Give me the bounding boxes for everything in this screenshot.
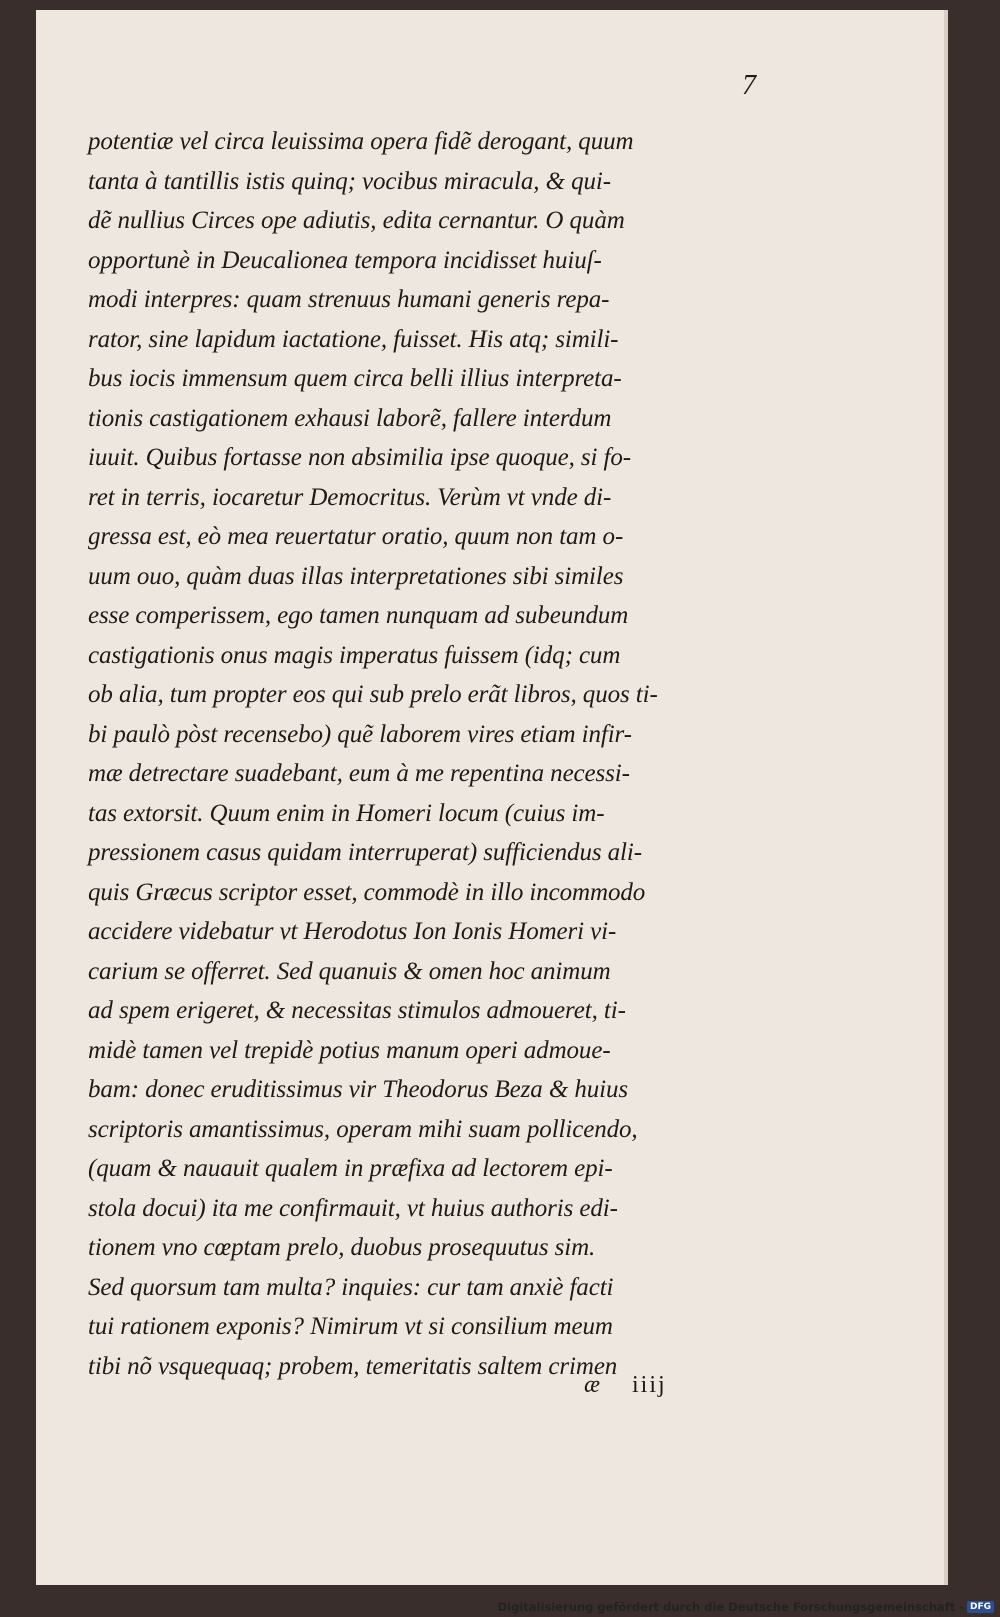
text-line: mæ detrectare suadebant, eum à me repentina necessi- [88, 760, 630, 787]
text-line: iuuit. Quibus fortasse non absimilia ipse quoque, si fo- [88, 444, 632, 471]
text-line: potentiæ vel circa leuissima opera fidẽ derogant, quum [88, 128, 634, 155]
text-line: ob alia, tum propter eos qui sub prelo erãt libros, quos ti- [88, 681, 658, 708]
text-line: dẽ nullius Circes ope adiutis, edita cernantur. O quàm [88, 207, 625, 234]
text-line: tas extorsit. Quum enim in Homeri locum (cuius im- [88, 799, 605, 827]
signature-letter: æ [584, 1372, 603, 1398]
text-line: bus iocis immensum quem circa belli illius interpreta- [88, 365, 622, 392]
text-line: ad spem erigeret, & necessitas stimulos admoueret, ti- [88, 997, 626, 1024]
text-line: opportunè in Deucalionea tempora incidisset huiuſ- [88, 246, 602, 274]
text-line: uum ouo, quàm duas illas interpretationes sibi similes [88, 562, 624, 590]
signature-number: iiij [632, 1372, 667, 1398]
text-line: pressionem casus quidam interruperat) sufficiendus ali- [88, 839, 642, 866]
credit-text: Digitalisierung gefördert durch die Deutsche Forschungsgemeinschaft - [497, 1600, 964, 1614]
signature-mark [584, 1372, 667, 1399]
text-line: Sed quorsum tam multa? inquies: cur tam anxiè facti [88, 1273, 614, 1301]
text-line: modi interpres: quam strenuus humani generis repa- [88, 286, 610, 313]
text-line: quis Græcus scriptor esset, commodè in illo incommodo [88, 878, 646, 906]
text-line: ret in terris, iocaretur Democritus. Verùm vt vnde di- [88, 483, 612, 511]
text-line: tionem vno cœptam prelo, duobus prosequutus sim. [88, 1234, 596, 1261]
text-line: bi paulò pòst recensebo) quẽ laborem vires etiam infir- [88, 720, 632, 748]
book-page [36, 10, 948, 1585]
text-line: midè tamen vel trepidè potius manum operi admoue- [88, 1036, 611, 1064]
text-line: tui rationem exponis? Nimirum vt si consilium meum [88, 1313, 613, 1340]
text-line: tionis castigationem exhausi laborẽ, fallere interdum [88, 404, 612, 432]
text-line: accidere videbatur vt Herodotus Ion Ionis Homeri vi- [88, 918, 617, 945]
text-line: stola docui) ita me confirmauit, vt huius authoris edi- [88, 1194, 618, 1222]
text-line: rator, sine lapidum iactatione, fuisset. His atq; simili- [88, 325, 619, 353]
latin-text-block [88, 122, 803, 1386]
text-line: bam: donec eruditissimus vir Theodorus Beza & huius [88, 1076, 629, 1103]
text-line: esse comperissem, ego tamen nunquam ad subeundum [88, 602, 629, 629]
digitization-credit [498, 1600, 994, 1614]
text-line: carium se offerret. Sed quanuis & omen hoc animum [88, 957, 611, 985]
text-line: castigationis onus magis imperatus fuissem (idq; cum [88, 641, 621, 669]
text-line: tibi nõ vsquequaq; probem, temeritatis saltem crimen [88, 1352, 618, 1380]
dfg-logo: DFG [967, 1601, 994, 1613]
text-line: (quam & nauauit qualem in præfixa ad lectorem epi- [88, 1155, 613, 1182]
text-line: scriptoris amantissimus, operam mihi suam pollicendo, [88, 1115, 638, 1143]
page-number: 7 [742, 70, 756, 101]
text-line: gressa est, eò mea reuertatur oratio, quum non tam o- [88, 523, 624, 550]
text-line: tanta à tantillis istis quinq; vocibus miracula, & qui- [88, 167, 611, 195]
